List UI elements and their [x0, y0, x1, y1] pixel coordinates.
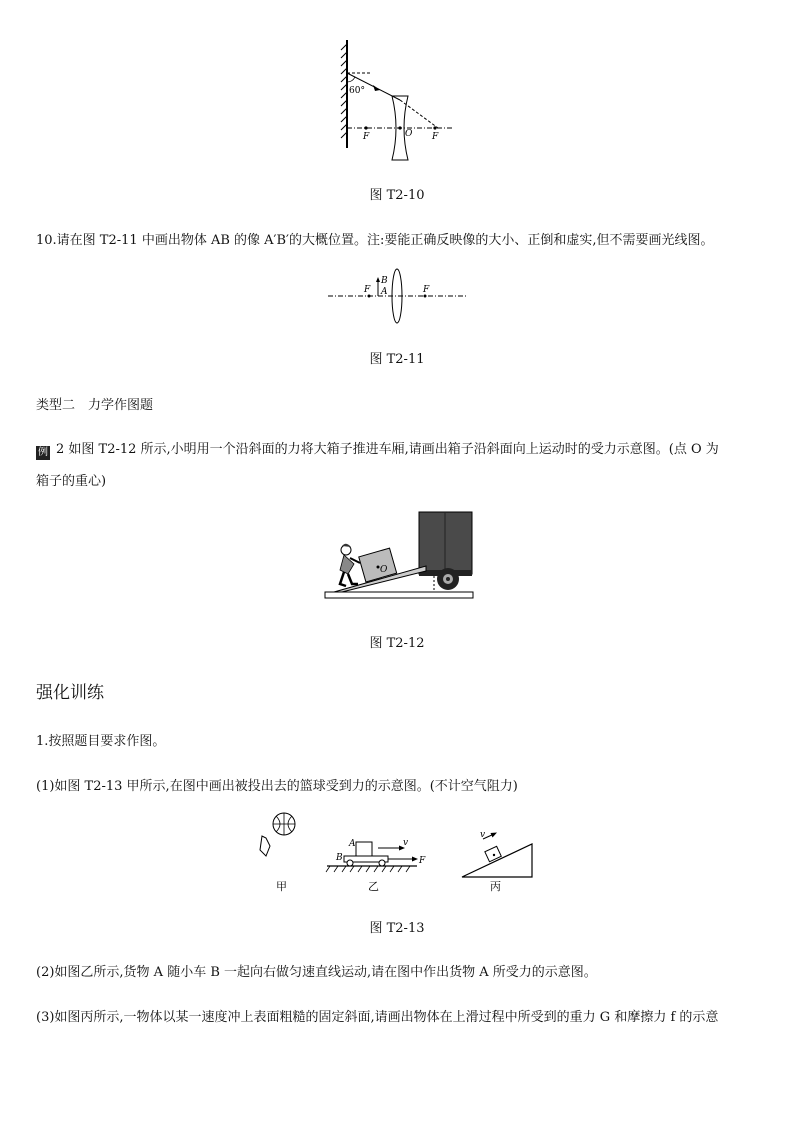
example-badge: 例 — [38, 447, 48, 458]
f-right-label: F — [432, 132, 439, 142]
example-2-line-1 — [36, 438, 719, 460]
training-heading: 强化训练 — [36, 683, 104, 703]
o-label: O — [405, 129, 413, 139]
caption-t2-13: 图 T2-13 — [369, 921, 425, 936]
section-type-2: 类型二 力学作图题 — [36, 398, 154, 413]
caption-t2-11: 图 T2-11 — [369, 352, 425, 367]
label-yi: 乙 — [368, 880, 379, 893]
caption-t2-10: 图 T2-10 — [369, 188, 425, 203]
question-1-part-1: (1)如图 T2-13 甲所示,在图中画出被投出去的篮球受到力的示意图。(不计空气阻力) — [36, 779, 518, 794]
question-1-part-2: (2)如图乙所示,货物 A 随小车 B 一起向右做匀速直线运动,请在图中作出货物 A 所受力的示意图。 — [36, 965, 597, 980]
figure-t2-10 — [330, 38, 460, 168]
example-2-line-2: 箱子的重心) — [36, 474, 107, 489]
v-label: v — [403, 838, 409, 848]
label-jia: 甲 — [276, 880, 287, 893]
label-bing: 丙 — [490, 880, 501, 893]
question-10: 10.请在图 T2-11 中画出物体 AB 的像 A′B′的大概位置。注:要能正确反映像的大小、正倒和虚实,但不需要画光线图。 — [36, 233, 714, 248]
f-left-label: F — [364, 285, 371, 295]
figure-t2-12 — [322, 508, 477, 603]
b-label: B — [336, 853, 343, 863]
a-label: A — [349, 839, 356, 849]
figure-t2-13 — [252, 810, 542, 895]
v2-label: v — [480, 830, 486, 840]
figure-t2-11 — [325, 268, 470, 328]
example-2-text: 2 如图 T2-12 所示,小明用一个沿斜面的力将大箱子推进车厢,请画出箱子沿斜面向上运动时的受力示意图。(点 O 为 — [56, 442, 719, 457]
angle-label: 60° — [349, 86, 365, 96]
b-label: B — [381, 276, 388, 286]
f-right-label: F — [423, 285, 430, 295]
o-label: O — [380, 565, 388, 575]
f-label: F — [419, 856, 426, 866]
a-label: A — [381, 287, 388, 297]
caption-t2-12: 图 T2-12 — [369, 636, 425, 651]
question-1-part-3: (3)如图丙所示,一物体以某一速度冲上表面粗糙的固定斜面,请画出物体在上滑过程中所受到的重力 G 和摩擦力 f 的示意 — [36, 1010, 719, 1025]
f-left-label: F — [363, 132, 370, 142]
question-1: 1.按照题目要求作图。 — [36, 734, 166, 749]
